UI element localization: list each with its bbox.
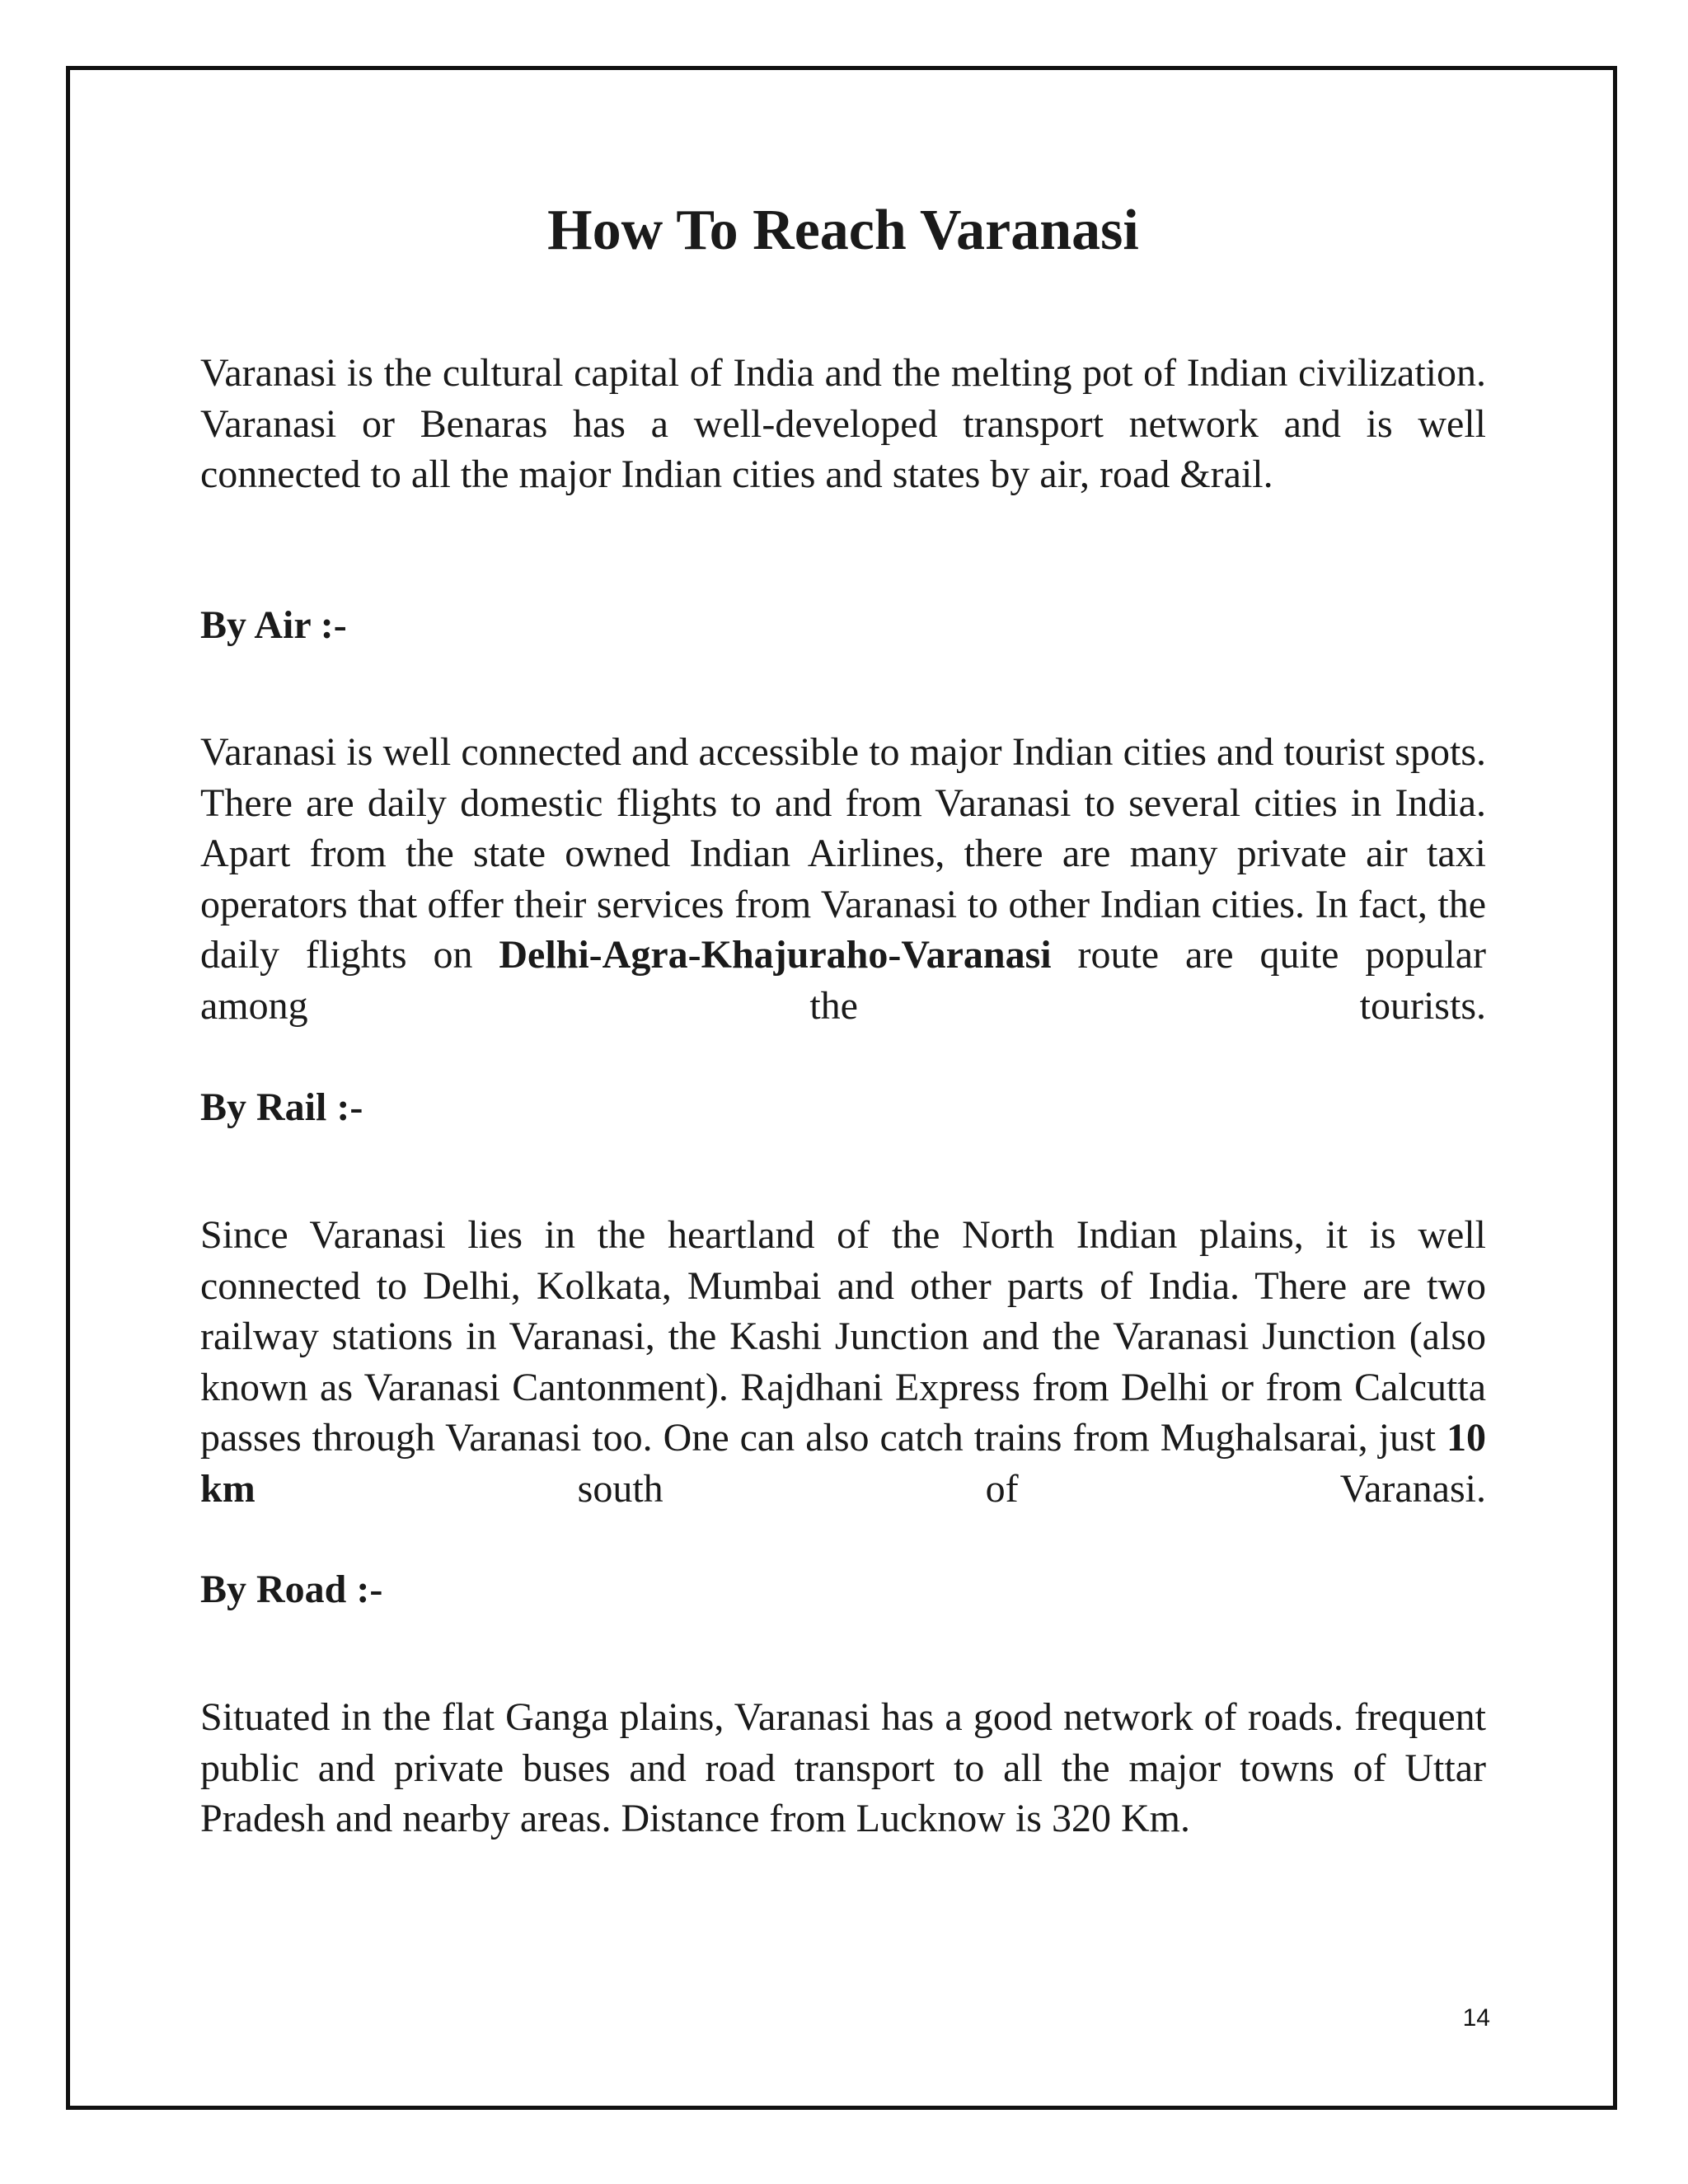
- intro-paragraph: Varanasi is the cultural capital of India and the melting pot of Indian civilization. Varanasi or Benaras has a well-developed transport network and is well connected to all the major Indian cities and states by air, road &rail.: [200, 351, 1486, 496]
- page-title: How To Reach Varanasi: [547, 199, 1139, 262]
- section-heading-rail: By Rail :-: [200, 1085, 363, 1129]
- road-paragraph: Situated in the flat Ganga plains, Varanasi has a good network of roads. frequent public and private buses and road transport to all the major towns of Uttar Pradesh and nearby areas. Distance from Lucknow is 320 Km.: [200, 1695, 1486, 1840]
- air-route: Delhi-Agra-Khajuraho-Varanasi: [499, 933, 1052, 977]
- air-text-after: route are quite popular among the tourists.: [200, 933, 1486, 1028]
- section-heading-road: By Road :-: [200, 1568, 383, 1611]
- air-paragraph: [200, 727, 1486, 1031]
- rail-paragraph: [200, 1210, 1486, 1514]
- rail-text-after: south of Varanasi.: [255, 1466, 1486, 1511]
- rail-text-before: Since Varanasi lies in the heartland of the North Indian plains, it is well connected to Delhi, Kolkata, Mumbai and other parts of India. There are two railway stations in Varanasi, the Kashi Junction and the Varanasi Junction (also known as Varanasi Cantonment). Rajdhani Express from Delhi or from Calcutta passes through Varanasi too. One can also catch trains from Mughalsarai, just: [200, 1213, 1486, 1460]
- rail-distance: 10 km: [200, 1416, 1486, 1511]
- section-heading-air: By Air :-: [200, 603, 347, 647]
- air-text-before: Varanasi is well connected and accessible to major Indian cities and tourist spots. There are daily domestic flights to and from Varanasi to several cities in India. Apart from the state owned Indian Airlines, there are many private air taxi operators that offer their services from Varanasi to other Indian cities. In fact, the daily flights on: [200, 730, 1486, 977]
- page-number: 14: [1462, 2004, 1490, 2032]
